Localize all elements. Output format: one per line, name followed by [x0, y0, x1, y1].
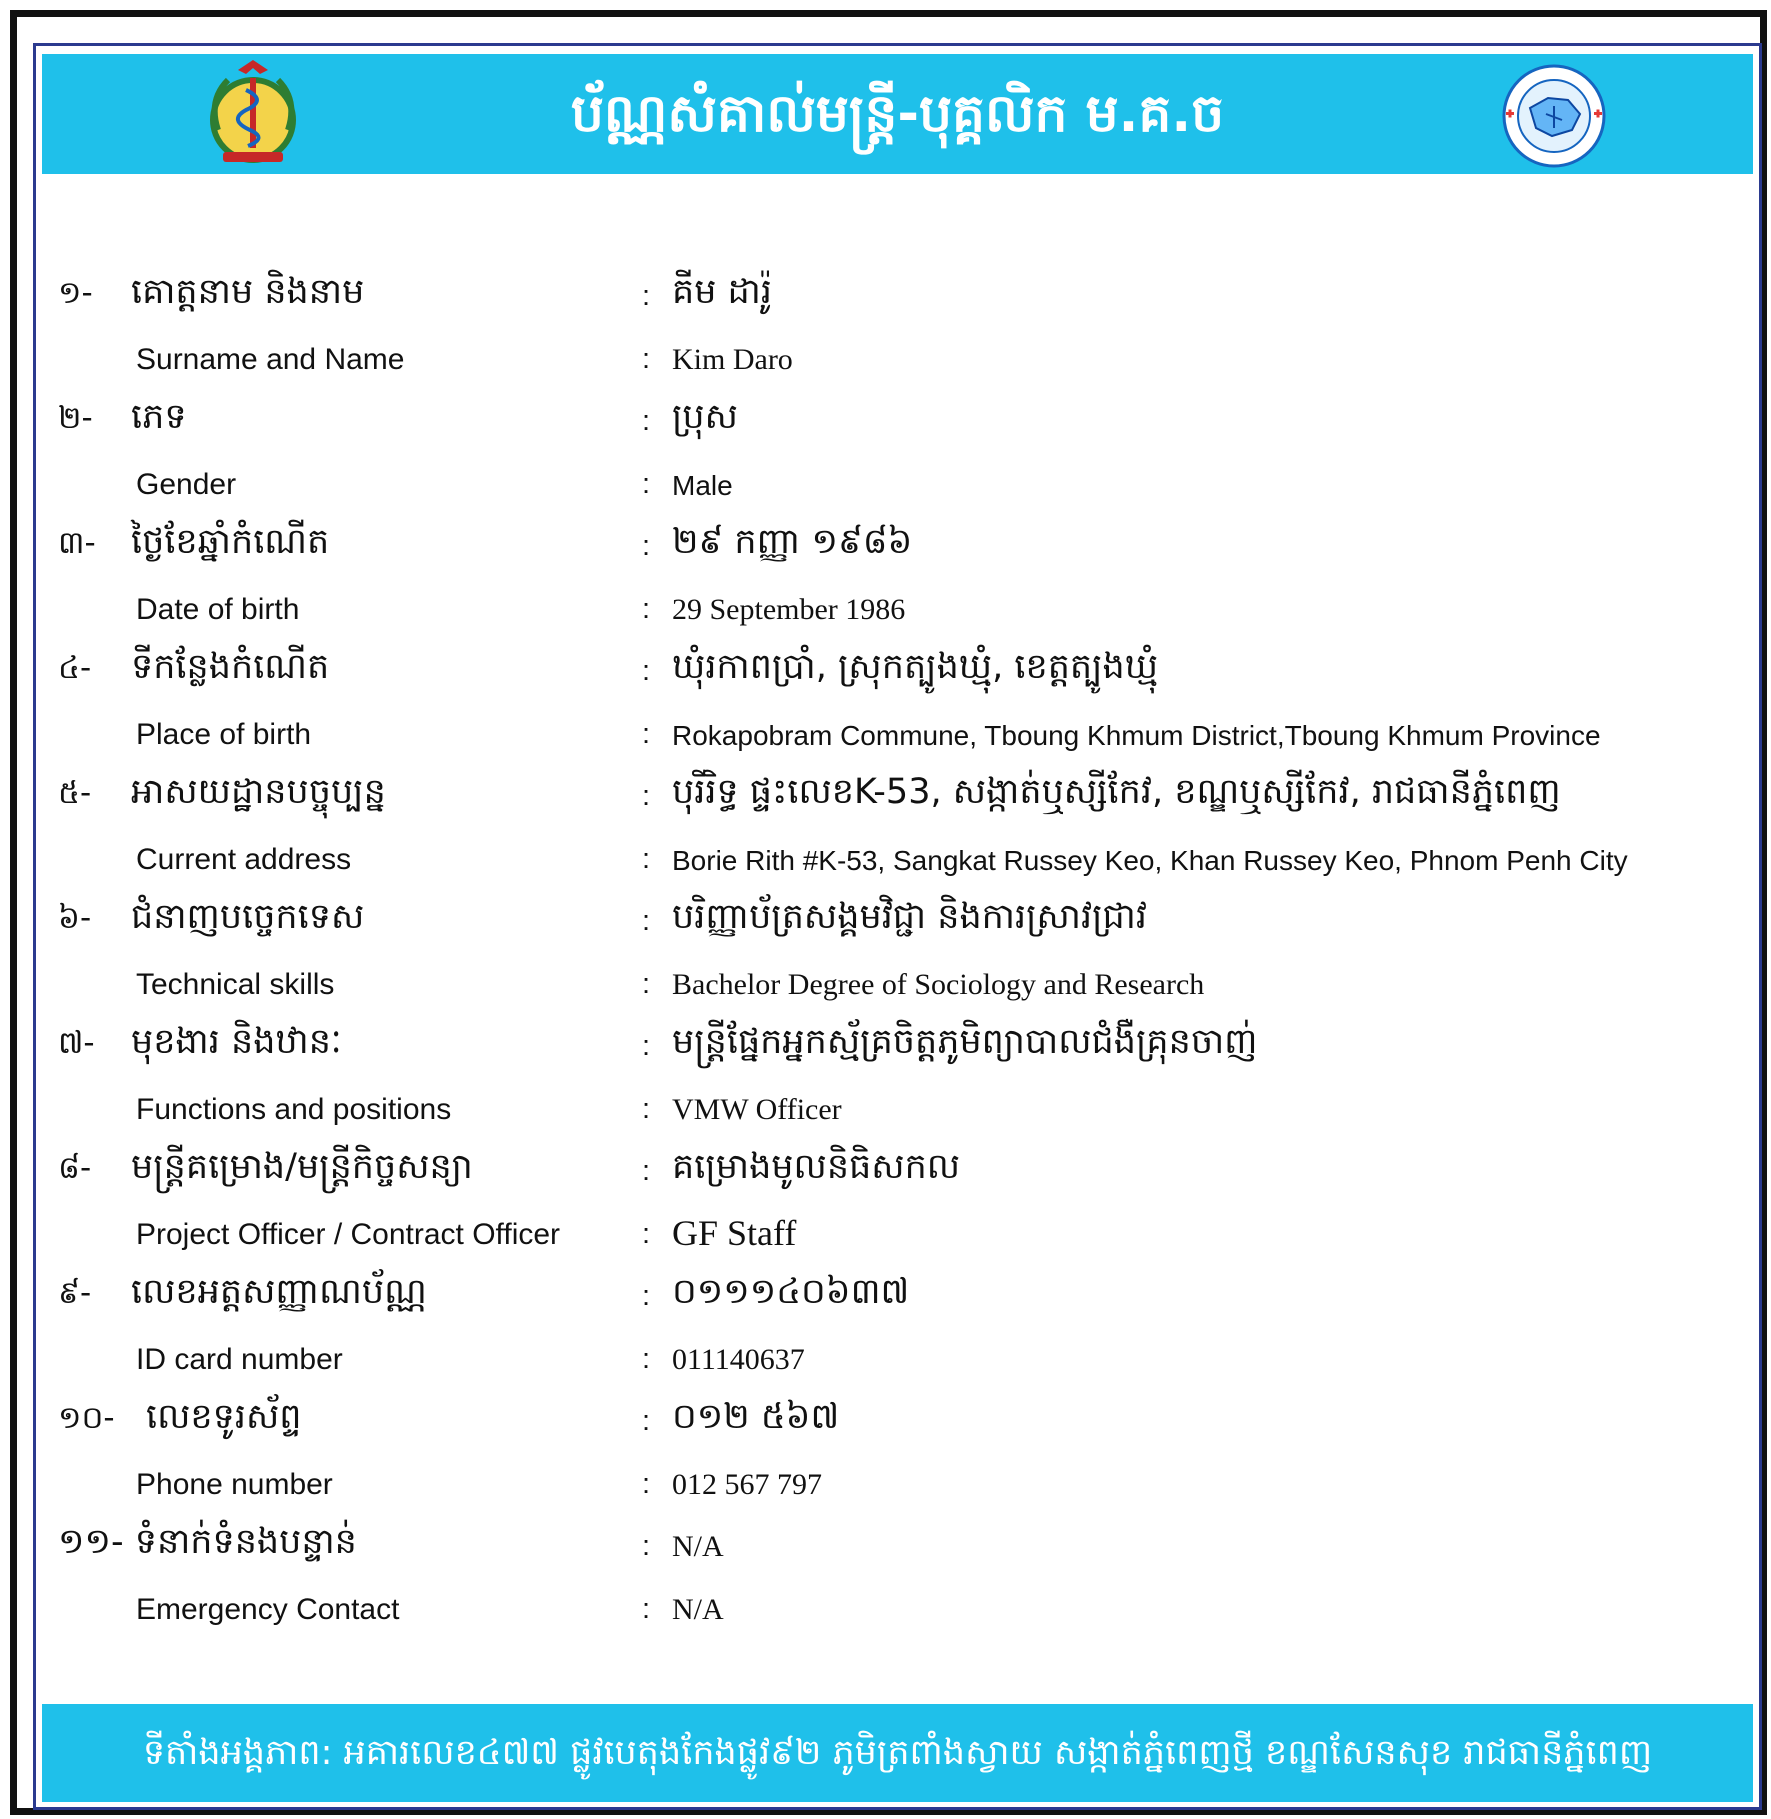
field-1-km-row [36, 266, 1753, 329]
field-number: ១០- [58, 1400, 115, 1436]
field-value-en: Bachelor Degree of Sociology and Research [672, 967, 1205, 1001]
colon: : [642, 1405, 651, 1437]
field-label-km: គោត្តនាម និងនាម [131, 272, 365, 312]
field-9-km-row [36, 1266, 1753, 1329]
colon: : [642, 967, 651, 1000]
colon: : [642, 655, 651, 687]
colon: : [642, 467, 651, 500]
field-label-km: មុខងារ និងឋានៈ [131, 1022, 342, 1062]
field-value-km: ឃុំរកាពប្រាំ, ស្រុកត្បូងឃ្មុំ, ខេត្តត្បូងឃ្មុំ [672, 647, 1159, 687]
header-band [42, 54, 1753, 174]
colon: : [642, 1092, 651, 1125]
field-label-km: លេខទូរស័ព្ទ [146, 1397, 302, 1437]
colon: : [642, 405, 651, 437]
card-inner-border [33, 43, 1762, 1810]
field-label-km: ថ្ងៃខែឆ្នាំកំណើត [131, 522, 330, 562]
office-address: ទីតាំងអង្គភាព: អគារលេខ៤៧៧ ផ្លូវបេតុងកែងផ្លូវ៩២ ភូមិត្រពាំងស្វាយ សង្កាត់ភ្នំពេញថ្មី ខណ្ឌសែនសុខ រាជធានីភ្នំពេញ [142, 1733, 1653, 1773]
field-7-en-row [36, 1079, 1753, 1142]
field-label-en: Emergency Contact [136, 1592, 400, 1626]
colon: : [642, 1030, 651, 1062]
field-label-en: Gender [136, 467, 237, 501]
colon: : [642, 1592, 651, 1625]
field-number: ៧- [58, 1025, 95, 1061]
field-value-en: 011140637 [672, 1342, 805, 1376]
field-value-km: ២៩ កញ្ញា ១៩៨៦ [672, 522, 913, 562]
colon: : [642, 842, 651, 875]
field-label-en: Date of birth [136, 592, 300, 626]
field-value-km: គម្រោងមូលនិធិសកល [672, 1147, 961, 1187]
field-label-km: ១១- ទំនាក់ទំនងបន្ទាន់ [58, 1522, 357, 1562]
field-3-en-row [36, 579, 1753, 642]
field-9-en-row [36, 1329, 1753, 1392]
field-8-km-row [36, 1141, 1753, 1204]
field-4-km-row [36, 641, 1753, 704]
field-label-km: អាសយដ្ឋានបច្ចុប្បន្ន [131, 772, 386, 812]
field-3-km-row [36, 516, 1753, 579]
field-value-km: គីម ដារ៉ូ [672, 272, 772, 312]
footer-band [42, 1704, 1753, 1802]
field-label-en: Current address [136, 842, 352, 876]
field-value-en: 012 567 797 [672, 1467, 822, 1501]
field-5-km-row [36, 766, 1753, 829]
field-2-en-row [36, 454, 1753, 517]
field-label-en: Technical skills [136, 967, 335, 1001]
field-number: ៦- [58, 900, 92, 936]
field-list [36, 266, 1753, 1641]
field-value-km: បរិញ្ញាប័ត្រសង្គមវិជ្ជា និងការស្រាវជ្រាវ [672, 897, 1147, 937]
field-value-km: N/A [672, 1530, 724, 1563]
colon: : [642, 530, 651, 562]
field-label-en: ID card number [136, 1342, 343, 1376]
field-number: ២- [58, 400, 93, 436]
field-label-en: Surname and Name [136, 342, 405, 376]
field-6-km-row [36, 891, 1753, 954]
card-outer-border [10, 10, 1767, 1815]
field-7-km-row [36, 1016, 1753, 1079]
field-label-km: ទីកន្លែងកំណើត [131, 647, 330, 687]
field-number: ១- [58, 275, 93, 311]
field-label-km: ជំនាញបច្ចេកទេស [131, 897, 365, 937]
field-value-en: VMW Officer [672, 1092, 842, 1126]
field-10-en-row [36, 1454, 1753, 1517]
colon: : [642, 280, 651, 312]
field-1-en-row [36, 329, 1753, 392]
field-number: ៩- [58, 1275, 92, 1311]
field-value-en: Male [672, 469, 733, 501]
field-label-en: Project Officer / Contract Officer [136, 1217, 561, 1251]
field-number: ៨- [58, 1150, 92, 1186]
card-title: ប័ណ្ណសំគាល់មន្រ្តី-បុគ្គលិក ម.គ.ច [570, 84, 1225, 144]
colon: : [642, 717, 651, 750]
field-value-en: Kim Daro [672, 342, 793, 376]
field-value-en: GF Staff [672, 1212, 797, 1253]
field-value-km: មន្ត្រីផ្នែកអ្នកស្ម័គ្រចិត្តភូមិព្យាបាលជំងឺគ្រុនចាញ់ [672, 1022, 1258, 1062]
colon: : [642, 1217, 651, 1250]
field-label-km: លេខអត្តសញ្ញាណប័ណ្ណ [131, 1272, 427, 1312]
field-label-en: Functions and positions [136, 1092, 452, 1126]
colon: : [642, 1342, 651, 1375]
colon: : [642, 1467, 651, 1500]
field-11-km-row [36, 1516, 1753, 1579]
colon: : [642, 780, 651, 812]
field-number: ៤- [58, 650, 92, 686]
field-label-en: Phone number [136, 1467, 333, 1501]
field-4-en-row [36, 704, 1753, 767]
cnm-logo-icon [1502, 64, 1606, 168]
field-value-en: N/A [672, 1592, 724, 1626]
field-10-km-row [36, 1391, 1753, 1454]
field-value-en: Borie Rith #K-53, Sangkat Russey Keo, Khan Russey Keo, Phnom Penh City [672, 844, 1628, 876]
field-value-km: ០១២ ៥៦៧ [672, 1397, 840, 1437]
field-value-km: ប្រុស [672, 397, 738, 437]
colon: : [642, 1280, 651, 1312]
field-value-km: បុរីរិទ្ធ ផ្ទះលេខK-53, សង្កាត់ឬស្សីកែវ, ខណ្ឌឬស្សីកែវ, រាជធានីភ្នំពេញ [672, 772, 1561, 812]
colon: : [642, 1155, 651, 1187]
colon: : [642, 1530, 651, 1562]
colon: : [642, 342, 651, 375]
colon: : [642, 592, 651, 625]
field-label-km: មន្ត្រីគម្រោង/មន្ត្រីកិច្ចសន្យា [131, 1147, 473, 1187]
field-value-km: ០១១១៤០៦៣៧ [672, 1272, 910, 1312]
field-value-en: 29 September 1986 [672, 592, 906, 626]
field-label-km: ភេទ [131, 397, 187, 437]
field-8-en-row [36, 1204, 1753, 1267]
field-value-en: Rokapobram Commune, Tboung Khmum District,Tboung Khmum Province [672, 719, 1601, 751]
field-5-en-row [36, 829, 1753, 892]
field-11-en-row [36, 1579, 1753, 1642]
colon: : [642, 905, 651, 937]
field-number: ៣- [58, 525, 96, 561]
field-number: ៥- [58, 775, 92, 811]
field-6-en-row [36, 954, 1753, 1017]
field-2-km-row [36, 391, 1753, 454]
field-label-en: Place of birth [136, 717, 312, 751]
